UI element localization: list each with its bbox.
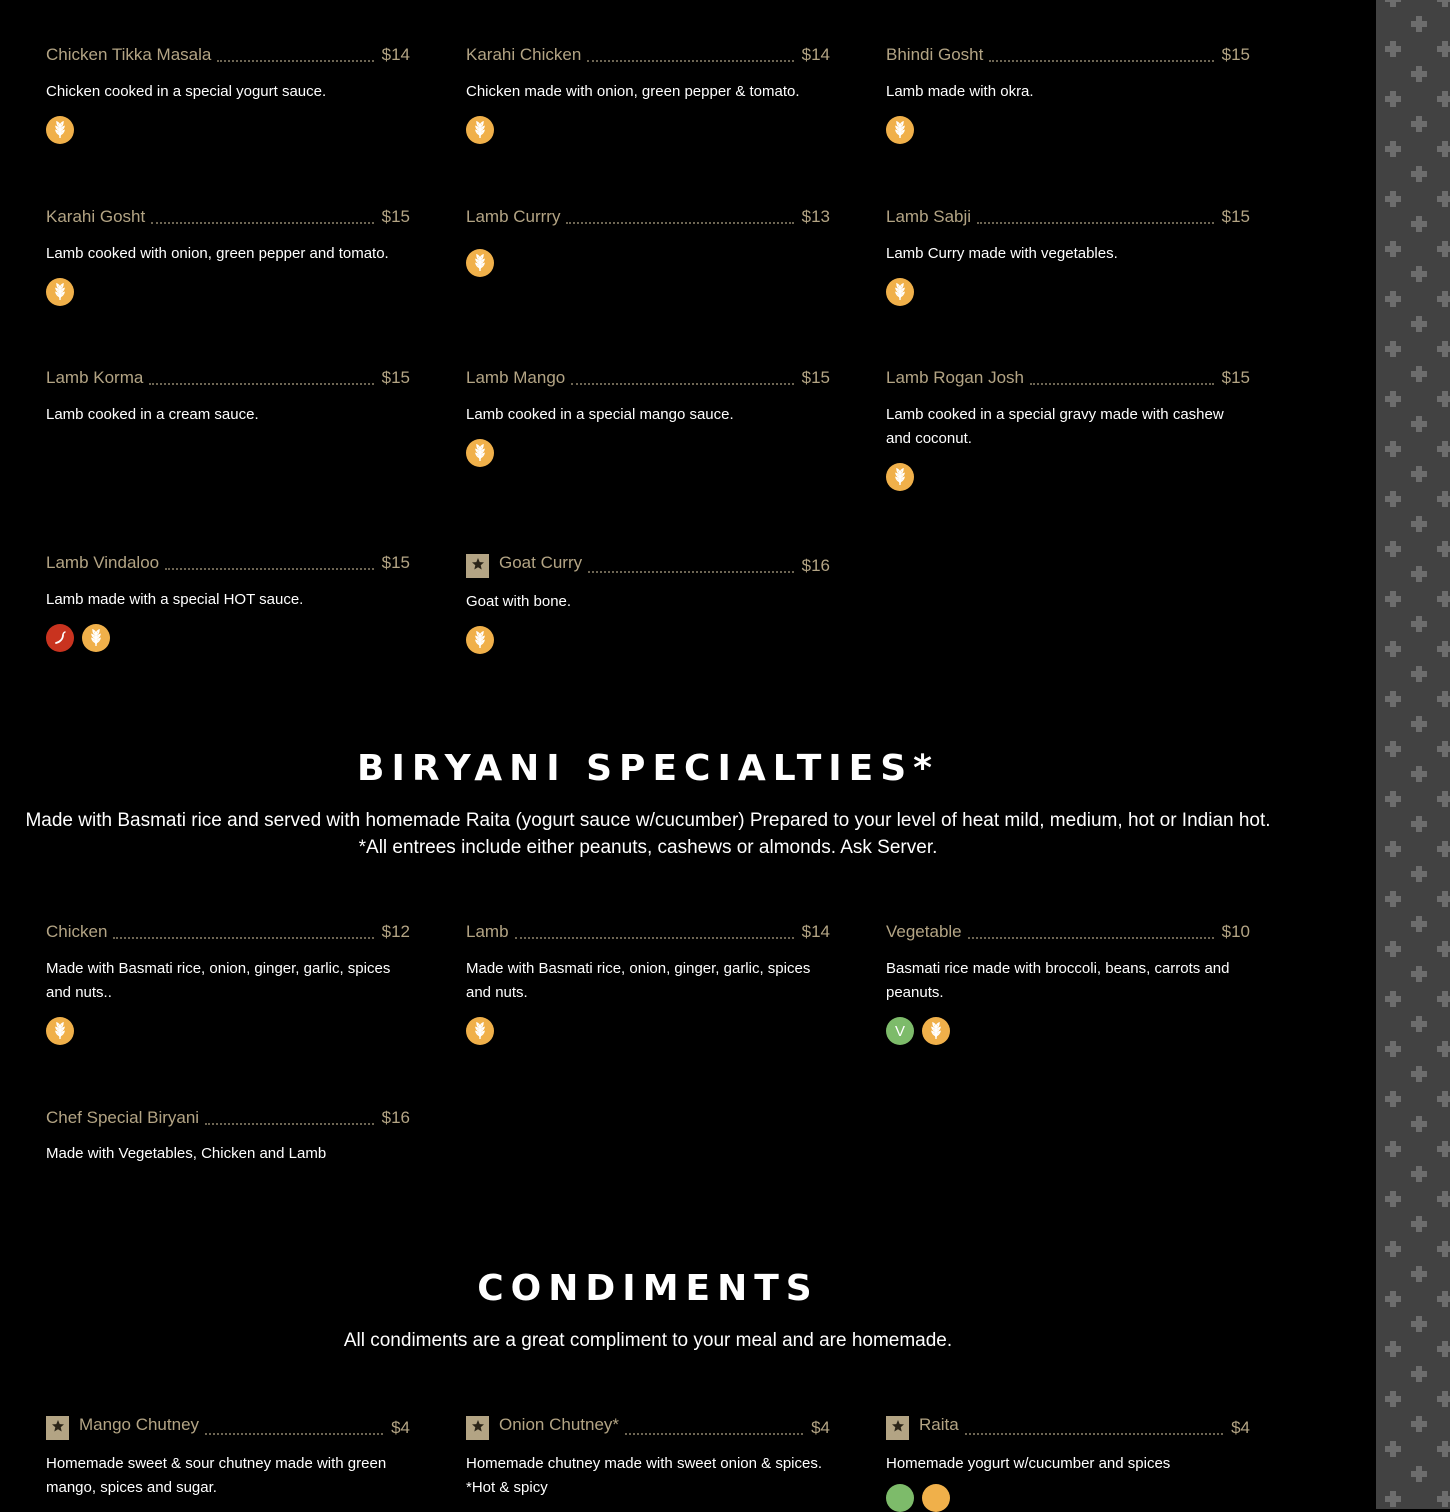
item-price: $13 bbox=[801, 207, 830, 226]
cross-decoration bbox=[1437, 541, 1450, 557]
description-line: Homemade sweet & sour chutney made with green bbox=[46, 1455, 387, 1472]
cross-decoration bbox=[1437, 491, 1450, 507]
cross-decoration bbox=[1411, 1466, 1427, 1482]
section-subtitle-biryani bbox=[0, 807, 1296, 861]
item-name: Vegetable bbox=[886, 922, 962, 941]
menu-item bbox=[466, 44, 830, 144]
leader-dots bbox=[151, 200, 373, 224]
item-description: Lamb cooked in a special gravy made with cashew and coconut. bbox=[886, 406, 1224, 447]
cross-decoration bbox=[1385, 291, 1401, 307]
item-price: $14 bbox=[801, 45, 830, 64]
wheat-icon bbox=[46, 116, 74, 144]
menu-item bbox=[886, 206, 1250, 306]
item-price: $4 bbox=[1231, 1418, 1250, 1437]
cross-decoration bbox=[1411, 1016, 1427, 1032]
item-price: $15 bbox=[1221, 207, 1250, 226]
description-line: *Hot & spicy bbox=[466, 1479, 548, 1496]
cross-decoration bbox=[1385, 191, 1401, 207]
item-name: Karahi Gosht bbox=[46, 207, 146, 226]
leader-dots bbox=[217, 38, 373, 62]
item-description bbox=[466, 1452, 830, 1500]
leader-dots bbox=[205, 1411, 383, 1435]
item-name: Lamb bbox=[466, 922, 509, 941]
star-icon bbox=[886, 1416, 909, 1440]
leader-dots bbox=[566, 200, 793, 224]
item-description: Made with Basmati rice, onion, ginger, garlic, spices and nuts.. bbox=[46, 960, 391, 1001]
cross-decoration bbox=[1385, 0, 1401, 7]
menu-item bbox=[886, 367, 1250, 491]
item-description: Lamb Curry made with vegetables. bbox=[886, 245, 1118, 262]
vegetarian-icon: V bbox=[886, 1017, 914, 1045]
item-name: Karahi Chicken bbox=[466, 45, 582, 64]
item-description: Made with Vegetables, Chicken and Lamb bbox=[46, 1145, 327, 1162]
cross-decoration bbox=[1437, 1341, 1450, 1357]
item-description: Homemade yogurt w/cucumber and spices bbox=[886, 1455, 1171, 1472]
cross-decoration bbox=[1437, 1091, 1450, 1107]
item-name: Chicken bbox=[46, 922, 108, 941]
wheat-icon bbox=[466, 439, 494, 467]
item-price: $15 bbox=[381, 368, 410, 387]
cross-decoration bbox=[1437, 1491, 1450, 1507]
cross-decoration bbox=[1385, 1491, 1401, 1507]
cross-decoration bbox=[1411, 66, 1427, 82]
cross-decoration bbox=[1411, 566, 1427, 582]
wheat-icon bbox=[466, 249, 494, 277]
cross-decoration bbox=[1437, 991, 1450, 1007]
cross-decoration bbox=[1437, 341, 1450, 357]
menu-item bbox=[46, 44, 410, 144]
cross-decoration bbox=[1411, 516, 1427, 532]
cross-decoration bbox=[1437, 1291, 1450, 1307]
cross-decoration bbox=[1411, 366, 1427, 382]
cross-decoration bbox=[1411, 1416, 1427, 1432]
item-description: Chicken made with onion, green pepper & tomato. bbox=[466, 83, 800, 100]
cross-decoration bbox=[1385, 241, 1401, 257]
cross-decoration bbox=[1385, 941, 1401, 957]
item-description: Lamb made with a special HOT sauce. bbox=[46, 591, 304, 608]
wheat-icon bbox=[922, 1484, 950, 1512]
cross-decoration bbox=[1437, 91, 1450, 107]
star-icon bbox=[466, 554, 489, 578]
item-description: Lamb made with okra. bbox=[886, 83, 1034, 100]
cross-decoration bbox=[1437, 791, 1450, 807]
section-subtitle-condiments: All condiments are a great compliment to your meal and are homemade. bbox=[343, 1330, 953, 1351]
menu-item bbox=[46, 367, 410, 427]
menu-item bbox=[466, 367, 830, 467]
item-name: Chef Special Biryani bbox=[46, 1108, 200, 1127]
cross-decoration bbox=[1437, 441, 1450, 457]
item-description: Chicken cooked in a special yogurt sauce. bbox=[46, 83, 327, 100]
item-name: Raita bbox=[919, 1415, 959, 1434]
cross-decoration bbox=[1411, 1166, 1427, 1182]
cross-decoration bbox=[1411, 866, 1427, 882]
leader-dots bbox=[205, 1101, 374, 1125]
cross-decoration bbox=[1411, 1216, 1427, 1232]
cross-decoration bbox=[1385, 691, 1401, 707]
menu-item bbox=[886, 44, 1250, 144]
cross-decoration bbox=[1437, 891, 1450, 907]
item-price: $15 bbox=[381, 207, 410, 226]
side-pattern bbox=[1376, 0, 1450, 1509]
item-price: $16 bbox=[381, 1108, 410, 1127]
cross-decoration bbox=[1411, 266, 1427, 282]
leader-dots bbox=[965, 1411, 1223, 1435]
cross-decoration bbox=[1437, 291, 1450, 307]
menu-item bbox=[46, 1414, 410, 1500]
cross-decoration bbox=[1437, 41, 1450, 57]
item-name: Lamb Mango bbox=[466, 368, 566, 387]
cross-decoration bbox=[1385, 1041, 1401, 1057]
cross-decoration bbox=[1437, 691, 1450, 707]
item-price: $15 bbox=[801, 368, 830, 387]
cross-decoration bbox=[1385, 1241, 1401, 1257]
menu-item bbox=[46, 552, 410, 652]
cross-decoration bbox=[1411, 416, 1427, 432]
item-description: Lamb cooked in a special mango sauce. bbox=[466, 406, 734, 423]
item-name: Onion Chutney* bbox=[499, 1415, 620, 1434]
cross-decoration bbox=[1385, 591, 1401, 607]
item-name: Mango Chutney bbox=[79, 1415, 200, 1434]
cross-decoration bbox=[1385, 891, 1401, 907]
cross-decoration bbox=[1385, 1141, 1401, 1157]
cross-decoration bbox=[1411, 1266, 1427, 1282]
cross-decoration bbox=[1385, 791, 1401, 807]
cross-decoration bbox=[1437, 1391, 1450, 1407]
menu-item bbox=[46, 1107, 410, 1166]
cross-decoration bbox=[1411, 1066, 1427, 1082]
leader-dots bbox=[977, 200, 1214, 224]
cross-decoration bbox=[1437, 741, 1450, 757]
item-price: $4 bbox=[391, 1418, 410, 1437]
item-description: Made with Basmati rice, onion, ginger, garlic, spices and nuts. bbox=[466, 960, 811, 1001]
cross-decoration bbox=[1411, 1366, 1427, 1382]
item-price: $10 bbox=[1221, 922, 1250, 941]
cross-decoration bbox=[1411, 216, 1427, 232]
leader-dots bbox=[989, 38, 1213, 62]
wheat-icon bbox=[466, 116, 494, 144]
item-description: Goat with bone. bbox=[466, 593, 572, 610]
leader-dots bbox=[149, 361, 373, 385]
item-name: Bhindi Gosht bbox=[886, 45, 984, 64]
section-title-biryani: BIRYANI SPECIALTIES* bbox=[357, 748, 939, 789]
leader-dots bbox=[968, 915, 1214, 939]
item-description: Lamb cooked with onion, green pepper and tomato. bbox=[46, 245, 389, 262]
cross-decoration bbox=[1411, 166, 1427, 182]
cross-decoration bbox=[1385, 1391, 1401, 1407]
leader-dots bbox=[571, 361, 793, 385]
cross-decoration bbox=[1437, 391, 1450, 407]
cross-decoration bbox=[1385, 341, 1401, 357]
item-price: $15 bbox=[381, 553, 410, 572]
leader-dots bbox=[165, 546, 374, 570]
item-description bbox=[46, 1452, 410, 1500]
section-title-condiments: CONDIMENTS bbox=[477, 1268, 819, 1309]
menu-item bbox=[466, 552, 830, 654]
wheat-icon bbox=[82, 624, 110, 652]
cross-decoration bbox=[1385, 641, 1401, 657]
subtitle-line: Made with Basmati rice and served with homemade Raita (yogurt sauce w/cucumber) Prepared to your level of heat mild, medium, hot or Indian hot. bbox=[25, 810, 1271, 831]
wheat-icon bbox=[886, 463, 914, 491]
cross-decoration bbox=[1437, 1241, 1450, 1257]
cross-decoration bbox=[1385, 991, 1401, 1007]
menu-item bbox=[886, 1414, 1250, 1512]
star-icon bbox=[46, 1416, 69, 1440]
cross-decoration bbox=[1385, 441, 1401, 457]
cross-decoration bbox=[1437, 141, 1450, 157]
item-name: Lamb Rogan Josh bbox=[886, 368, 1024, 387]
description-line: mango, spices and sugar. bbox=[46, 1479, 217, 1496]
cross-decoration bbox=[1437, 1191, 1450, 1207]
cross-decoration bbox=[1385, 91, 1401, 107]
leader-dots bbox=[515, 915, 794, 939]
star-icon bbox=[466, 1416, 489, 1440]
cross-decoration bbox=[1411, 916, 1427, 932]
cross-decoration bbox=[1385, 491, 1401, 507]
cross-decoration bbox=[1437, 641, 1450, 657]
item-description: Lamb cooked in a cream sauce. bbox=[46, 406, 259, 423]
wheat-icon bbox=[466, 1017, 494, 1045]
cross-decoration bbox=[1437, 0, 1450, 7]
cross-decoration bbox=[1385, 1291, 1401, 1307]
leader-dots bbox=[113, 915, 373, 939]
cross-decoration bbox=[1437, 1441, 1450, 1457]
cross-decoration bbox=[1411, 16, 1427, 32]
cross-decoration bbox=[1411, 666, 1427, 682]
cross-decoration bbox=[1411, 766, 1427, 782]
item-price: $15 bbox=[1221, 45, 1250, 64]
cross-decoration bbox=[1411, 316, 1427, 332]
menu-item bbox=[466, 921, 830, 1045]
subtitle-line: *All entrees include either peanuts, cashews or almonds. Ask Server. bbox=[358, 837, 938, 858]
leader-dots bbox=[625, 1411, 803, 1435]
cross-decoration bbox=[1385, 841, 1401, 857]
wheat-icon bbox=[46, 278, 74, 306]
cross-decoration bbox=[1411, 966, 1427, 982]
cross-decoration bbox=[1385, 1191, 1401, 1207]
item-price: $14 bbox=[801, 922, 830, 941]
leader-dots bbox=[587, 38, 793, 62]
cross-decoration bbox=[1385, 1341, 1401, 1357]
chili-pepper-icon bbox=[46, 624, 74, 652]
menu-item bbox=[886, 921, 1250, 1045]
item-description: Basmati rice made with broccoli, beans, carrots and peanuts. bbox=[886, 960, 1230, 1001]
item-price: $4 bbox=[811, 1418, 830, 1437]
cross-decoration bbox=[1437, 241, 1450, 257]
wheat-icon bbox=[886, 278, 914, 306]
cross-decoration bbox=[1385, 1091, 1401, 1107]
description-line: Homemade chutney made with sweet onion & spices. bbox=[466, 1455, 823, 1472]
cross-decoration bbox=[1411, 1116, 1427, 1132]
item-price: $14 bbox=[381, 45, 410, 64]
cross-decoration bbox=[1437, 941, 1450, 957]
item-price: $16 bbox=[801, 556, 830, 575]
item-name: Lamb Currry bbox=[466, 207, 561, 226]
item-name: Lamb Vindaloo bbox=[46, 553, 160, 572]
cross-decoration bbox=[1437, 1141, 1450, 1157]
cross-decoration bbox=[1437, 191, 1450, 207]
wheat-icon bbox=[466, 626, 494, 654]
cross-decoration bbox=[1437, 1041, 1450, 1057]
wheat-icon bbox=[46, 1017, 74, 1045]
cross-decoration bbox=[1385, 1441, 1401, 1457]
cross-decoration bbox=[1411, 116, 1427, 132]
vegetarian-icon bbox=[886, 1484, 914, 1512]
cross-decoration bbox=[1437, 841, 1450, 857]
menu-item bbox=[46, 206, 410, 306]
item-name: Chicken Tikka Masala bbox=[46, 45, 212, 64]
cross-decoration bbox=[1437, 591, 1450, 607]
item-name: Lamb Korma bbox=[46, 368, 144, 387]
cross-decoration bbox=[1411, 716, 1427, 732]
cross-decoration bbox=[1411, 1316, 1427, 1332]
menu-item bbox=[466, 206, 830, 277]
cross-decoration bbox=[1385, 141, 1401, 157]
item-name: Lamb Sabji bbox=[886, 207, 972, 226]
menu-item bbox=[46, 921, 410, 1045]
wheat-icon bbox=[886, 116, 914, 144]
item-name: Goat Curry bbox=[499, 553, 583, 572]
item-price: $15 bbox=[1221, 368, 1250, 387]
cross-decoration bbox=[1411, 616, 1427, 632]
wheat-icon bbox=[922, 1017, 950, 1045]
cross-decoration bbox=[1385, 541, 1401, 557]
cross-decoration bbox=[1385, 391, 1401, 407]
cross-decoration bbox=[1385, 741, 1401, 757]
leader-dots bbox=[1030, 361, 1214, 385]
cross-decoration bbox=[1385, 41, 1401, 57]
menu-item bbox=[466, 1414, 830, 1500]
cross-decoration bbox=[1411, 816, 1427, 832]
item-price: $12 bbox=[381, 922, 410, 941]
leader-dots bbox=[588, 549, 793, 573]
cross-decoration bbox=[1411, 466, 1427, 482]
